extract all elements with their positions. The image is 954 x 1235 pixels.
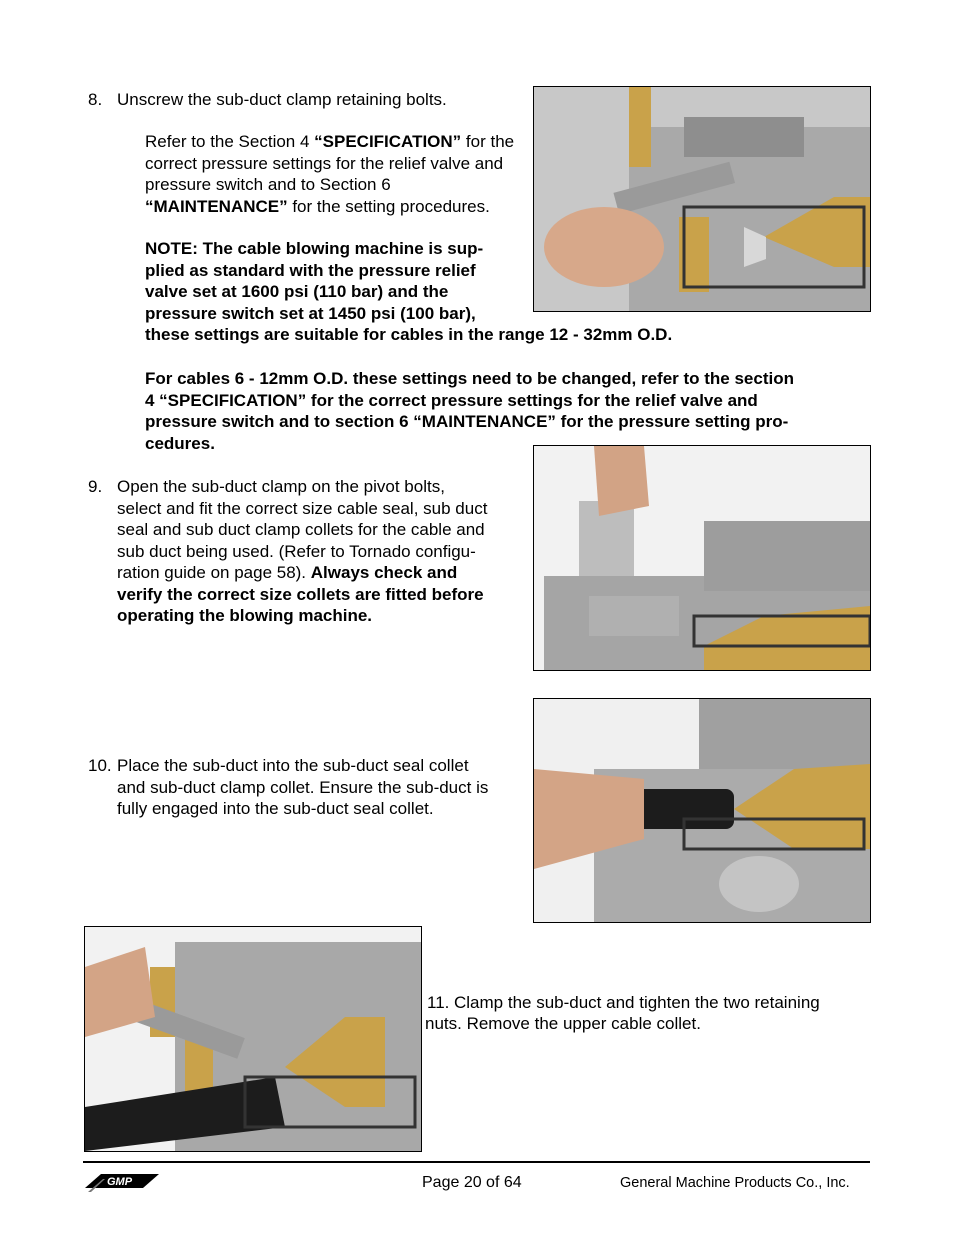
gmp-logo <box>85 1168 159 1194</box>
cables-paragraph <box>145 368 794 454</box>
step-9-plain: ration guide on page 58). <box>117 563 311 582</box>
note-line: pressure switch set at 1450 psi (100 bar), <box>145 303 476 323</box>
step-8-text: Unscrew the sub-duct clamp retaining bolts. <box>117 90 447 109</box>
step-10-number: 10. <box>88 756 112 775</box>
step-9-line: operating the blowing machine. <box>117 606 373 625</box>
note-line: these settings are suitable for cables in the range 12 - 32mm O.D. <box>145 325 673 344</box>
refer-maintenance: “MAINTENANCE” <box>145 196 288 216</box>
step-9-line: verify the correct size collets are fitted before <box>117 584 484 604</box>
step-8-number: 8. <box>88 90 103 109</box>
step-10-line: fully engaged into the sub-duct seal collet. <box>117 799 434 818</box>
cables-line: cedures. <box>145 433 215 453</box>
step-11-line-1: Clamp the sub-duct and tighten the two retaining <box>454 993 820 1012</box>
cables-line: For cables 6 - 12mm O.D. these settings need to be changed, refer to the section <box>145 369 794 388</box>
step-9-line: select and fit the correct size cable seal, sub duct <box>117 498 488 518</box>
note-line: valve set at 1600 psi (110 bar) and the <box>145 282 449 301</box>
step-9-text <box>117 476 487 627</box>
step-10-line: Place the sub-duct into the sub-duct seal collet <box>117 756 469 775</box>
photo-fit-collets <box>533 445 871 671</box>
step-9-line: Open the sub-duct clamp on the pivot bolts, <box>117 477 445 496</box>
footer-rule <box>83 1161 870 1163</box>
step-10-line: and sub-duct clamp collet. Ensure the sub-duct is <box>117 777 489 797</box>
footer-company: General Machine Products Co., Inc. <box>620 1175 850 1191</box>
step-11-line-2: nuts. Remove the upper cable collet. <box>425 1014 701 1033</box>
step-11-number: 11. <box>427 993 450 1012</box>
step-9-line: sub duct being used. (Refer to Tornado configu- <box>117 541 476 561</box>
note-line: NOTE: The cable blowing machine is sup- <box>145 239 484 258</box>
step-9-warning: Always check and <box>310 563 458 582</box>
note-line: plied as standard with the pressure relief <box>145 260 476 280</box>
refer-mid: for the correct pressure settings for the relief valve and pressure switch and to Section 6 <box>145 132 515 194</box>
photo-unscrew-bolts <box>533 86 871 312</box>
step-9-number: 9. <box>88 477 103 496</box>
step-9-line <box>117 562 487 584</box>
cables-line: pressure switch and to section 6 “MAINTENANCE” for the pressure setting pro- <box>145 412 789 431</box>
step-8-refer-paragraph <box>145 131 530 217</box>
refer-pre: Refer to the Section 4 <box>145 132 315 151</box>
logo-text: GMP <box>107 1176 133 1188</box>
footer-page-number: Page 20 of 64 <box>422 1174 522 1191</box>
photo-place-subduct <box>533 698 871 923</box>
step-9-line: seal and sub duct clamp collets for the cable and <box>117 520 485 539</box>
refer-specification: “SPECIFICATION” <box>314 132 462 151</box>
cables-line: 4 “SPECIFICATION” for the correct pressure settings for the relief valve and <box>145 390 758 410</box>
photo-clamp-subduct <box>84 926 422 1152</box>
step-10-text <box>117 755 488 820</box>
refer-post: for the setting procedures. <box>287 196 490 216</box>
